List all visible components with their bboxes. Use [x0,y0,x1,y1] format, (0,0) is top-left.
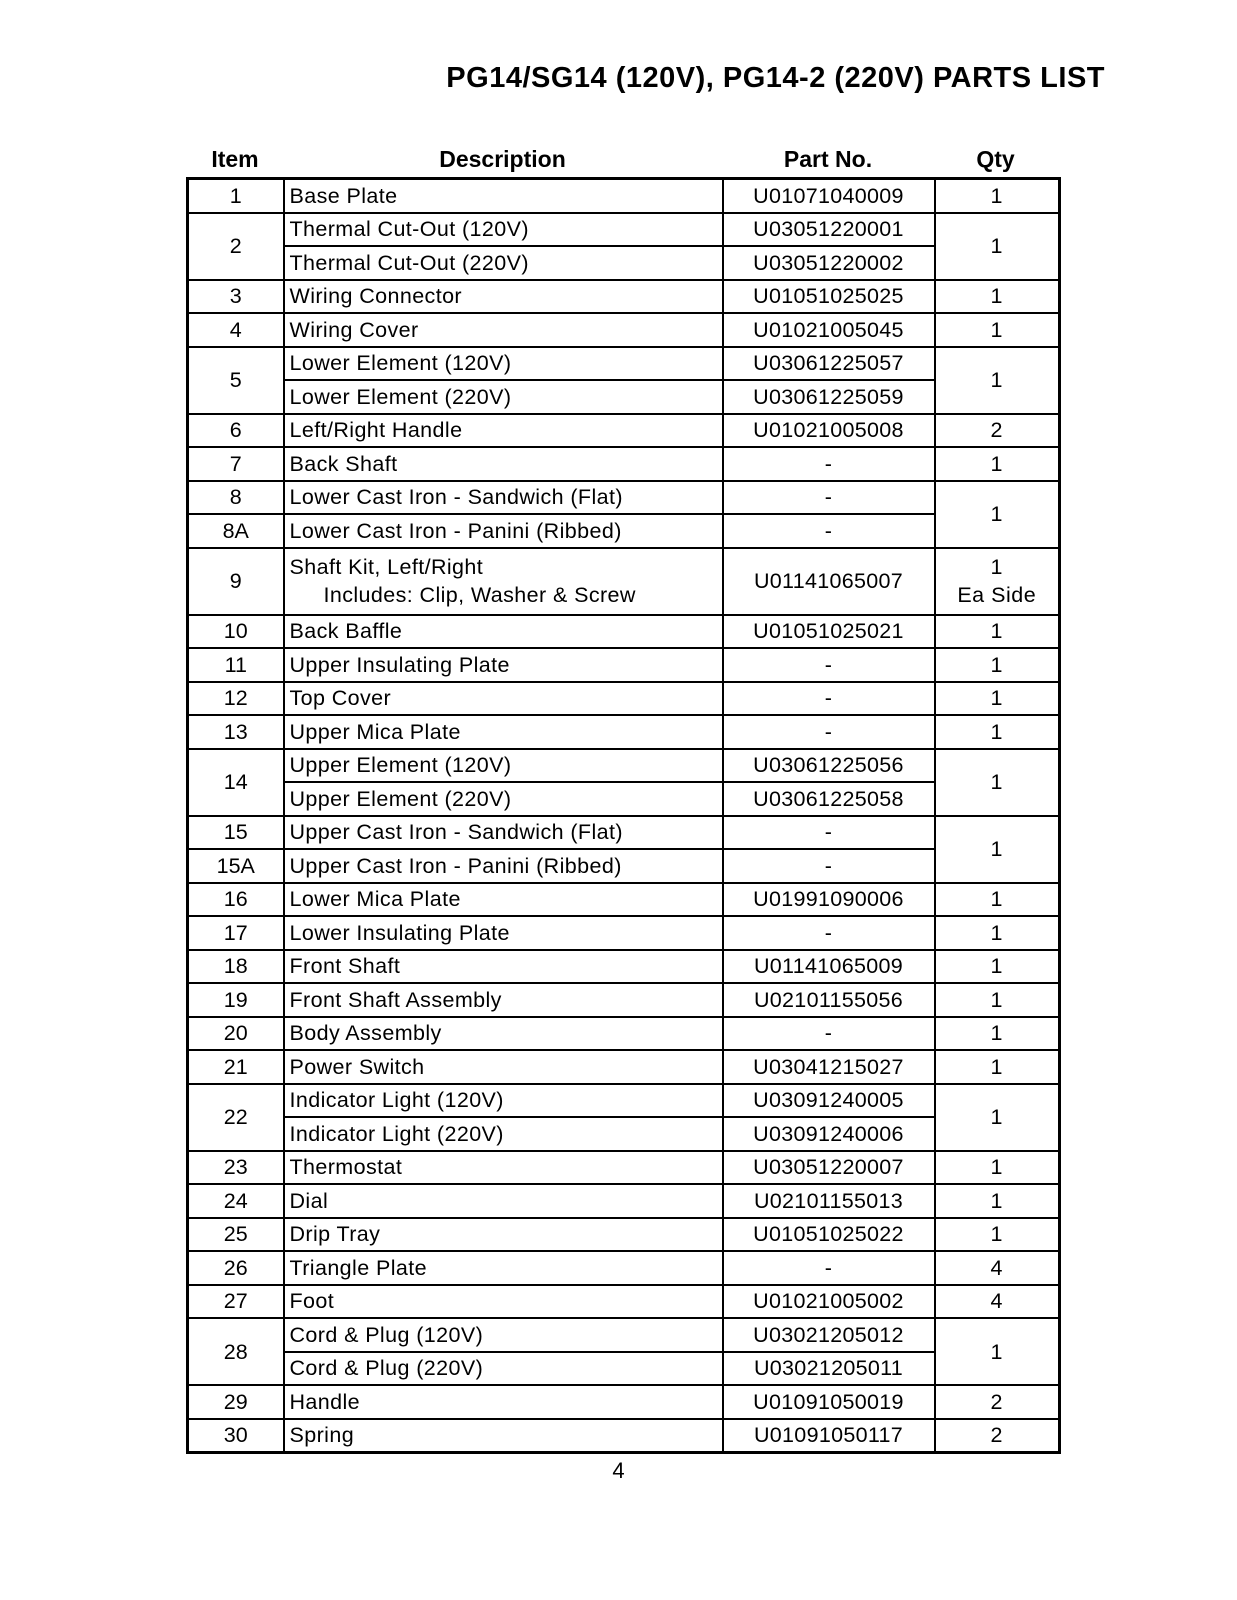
part-description: Wiring Connector [284,280,723,314]
item-number: 15A [188,849,284,883]
part-number: U01051025021 [723,615,935,649]
item-number: 22 [188,1084,284,1151]
part-description: Spring [284,1419,723,1453]
part-number: U03061225057 [723,347,935,381]
part-description: Lower Cast Iron - Sandwich (Flat) [284,481,723,515]
table-row [188,1184,1060,1218]
part-number: U02101155013 [723,1184,935,1218]
item-number: 8 [188,481,284,515]
quantity: 1 [935,648,1060,682]
table-row [188,347,1060,381]
table-row [188,749,1060,783]
part-description [284,548,723,615]
column-header-item: Item [211,146,259,172]
quantity: 1 [935,950,1060,984]
item-number: 16 [188,883,284,917]
table-row [188,481,1060,515]
table-row [188,682,1060,716]
table-row [188,1352,1060,1386]
part-description: Foot [284,1285,723,1319]
item-number: 17 [188,916,284,950]
part-description: Drip Tray [284,1218,723,1252]
table-row [188,1084,1060,1118]
part-number: U03051220001 [723,213,935,247]
table-row [188,615,1060,649]
part-number: - [723,1251,935,1285]
item-number: 23 [188,1151,284,1185]
part-number: - [723,1017,935,1051]
part-description: Back Baffle [284,615,723,649]
quantity: 1 [935,715,1060,749]
item-number: 12 [188,682,284,716]
table-row [188,849,1060,883]
part-description: Upper Element (220V) [284,782,723,816]
quantity: 1 [935,983,1060,1017]
part-description: Cord & Plug (220V) [284,1352,723,1386]
table-row [188,246,1060,280]
part-description: Handle [284,1385,723,1419]
part-number: U03061225056 [723,749,935,783]
item-number: 26 [188,1251,284,1285]
item-number: 3 [188,280,284,314]
item-number: 18 [188,950,284,984]
part-description: Power Switch [284,1050,723,1084]
item-number: 29 [188,1385,284,1419]
quantity: 2 [935,414,1060,448]
table-row [188,380,1060,414]
part-number: U03061225058 [723,782,935,816]
part-number: U01021005045 [723,313,935,347]
quantity: 1 [935,347,1060,414]
part-number: - [723,816,935,850]
table-row [188,1285,1060,1319]
part-description: Upper Cast Iron - Sandwich (Flat) [284,816,723,850]
quantity: 4 [935,1285,1060,1319]
part-description-line: Shaft Kit, Left/Right [289,555,484,579]
page-number: 4 [612,1458,625,1483]
part-description: Front Shaft Assembly [284,983,723,1017]
item-number: 27 [188,1285,284,1319]
item-number: 21 [188,1050,284,1084]
table-row [188,1151,1060,1185]
quantity: 1 [935,816,1060,883]
table-row [188,1318,1060,1352]
part-number: U03041215027 [723,1050,935,1084]
quantity-value: 1 [990,555,1003,579]
part-description: Upper Mica Plate [284,715,723,749]
part-number: - [723,514,935,548]
quantity: 2 [935,1385,1060,1419]
part-number: U01021005008 [723,414,935,448]
item-number: 24 [188,1184,284,1218]
table-row [188,983,1060,1017]
table-row [188,1251,1060,1285]
part-description: Indicator Light (220V) [284,1117,723,1151]
item-number: 15 [188,816,284,850]
part-number: U01091050117 [723,1419,935,1453]
part-description: Lower Element (120V) [284,347,723,381]
quantity: 1 [935,1184,1060,1218]
item-number: 7 [188,447,284,481]
quantity: 1 [935,1050,1060,1084]
table-row [188,548,1060,615]
part-description: Dial [284,1184,723,1218]
part-number: U02101155056 [723,983,935,1017]
part-description: Upper Insulating Plate [284,648,723,682]
part-description: Cord & Plug (120V) [284,1318,723,1352]
item-number: 2 [188,213,284,280]
table-row [188,514,1060,548]
part-description: Front Shaft [284,950,723,984]
part-number: U03061225059 [723,380,935,414]
table-row [188,1419,1060,1453]
quantity: 1 [935,883,1060,917]
quantity: 1 [935,481,1060,548]
part-number: U01051025022 [723,1218,935,1252]
part-description: Upper Element (120V) [284,749,723,783]
table-row [188,1218,1060,1252]
part-number: - [723,481,935,515]
table-row [188,1385,1060,1419]
part-description: Thermostat [284,1151,723,1185]
column-header-qty: Qty [976,146,1015,172]
table-row [188,950,1060,984]
quantity: 1 [935,1084,1060,1151]
quantity: 1 [935,1017,1060,1051]
quantity: 1 [935,213,1060,280]
quantity: 1 [935,179,1060,213]
table-row [188,816,1060,850]
quantity: 2 [935,1419,1060,1453]
item-number: 30 [188,1419,284,1453]
part-description: Thermal Cut-Out (120V) [284,213,723,247]
part-number: U03091240006 [723,1117,935,1151]
quantity: 1 [935,1151,1060,1185]
part-number: - [723,648,935,682]
part-number: U01051025025 [723,280,935,314]
item-number: 10 [188,615,284,649]
part-number: - [723,682,935,716]
quantity: 1 [935,916,1060,950]
quantity: 1 [935,749,1060,816]
quantity: 1 [935,313,1060,347]
part-description: Wiring Cover [284,313,723,347]
part-description: Triangle Plate [284,1251,723,1285]
table-row [188,648,1060,682]
table-row [188,916,1060,950]
quantity: 1 [935,1218,1060,1252]
quantity: 1 [935,615,1060,649]
part-description: Upper Cast Iron - Panini (Ribbed) [284,849,723,883]
part-number: U01141065007 [723,548,935,615]
table-row [188,883,1060,917]
column-header-part-no: Part No. [783,146,873,172]
quantity: 1 [935,1318,1060,1385]
part-number: U03051220007 [723,1151,935,1185]
part-description: Base Plate [284,179,723,213]
part-number: U01141065009 [723,950,935,984]
part-description: Lower Insulating Plate [284,916,723,950]
part-number: - [723,916,935,950]
item-number: 28 [188,1318,284,1385]
table-row [188,782,1060,816]
quantity: 4 [935,1251,1060,1285]
item-number: 25 [188,1218,284,1252]
quantity: 1 [935,447,1060,481]
item-number: 13 [188,715,284,749]
part-description: Lower Cast Iron - Panini (Ribbed) [284,514,723,548]
part-number: U01991090006 [723,883,935,917]
table-row [188,1050,1060,1084]
item-number: 20 [188,1017,284,1051]
table-row [188,715,1060,749]
part-number: - [723,447,935,481]
part-number: U03021205012 [723,1318,935,1352]
table-row [188,213,1060,247]
part-number: U01021005002 [723,1285,935,1319]
table-row [188,280,1060,314]
part-number: U03021205011 [723,1352,935,1386]
item-number: 4 [188,313,284,347]
part-number: - [723,849,935,883]
item-number: 8A [188,514,284,548]
item-number: 9 [188,548,284,615]
table-row [188,447,1060,481]
table-row [188,1017,1060,1051]
part-description-includes: Includes: Clip, Washer & Screw [323,583,636,607]
item-number: 11 [188,648,284,682]
part-description: Lower Mica Plate [284,883,723,917]
item-number: 5 [188,347,284,414]
part-description: Lower Element (220V) [284,380,723,414]
part-description: Indicator Light (120V) [284,1084,723,1118]
part-number: U03091240005 [723,1084,935,1118]
quantity: 1 [935,280,1060,314]
item-number: 19 [188,983,284,1017]
table-row [188,313,1060,347]
table-row [188,1117,1060,1151]
column-header-description: Description [439,146,566,172]
part-number: - [723,715,935,749]
item-number: 6 [188,414,284,448]
item-number: 1 [188,179,284,213]
part-description: Top Cover [284,682,723,716]
part-description: Thermal Cut-Out (220V) [284,246,723,280]
page-title: PG14/SG14 (120V), PG14-2 (220V) PARTS LIST [446,62,1105,94]
part-number: U01071040009 [723,179,935,213]
quantity: 1 [935,682,1060,716]
part-description: Back Shaft [284,447,723,481]
table-header [187,143,1059,175]
part-number: U03051220002 [723,246,935,280]
parts-table [186,177,1061,1454]
part-description: Body Assembly [284,1017,723,1051]
part-description: Left/Right Handle [284,414,723,448]
table-row [188,179,1060,213]
quantity [935,548,1060,615]
table-row [188,414,1060,448]
item-number: 14 [188,749,284,816]
quantity-note: Ea Side [957,583,1037,607]
part-number: U01091050019 [723,1385,935,1419]
